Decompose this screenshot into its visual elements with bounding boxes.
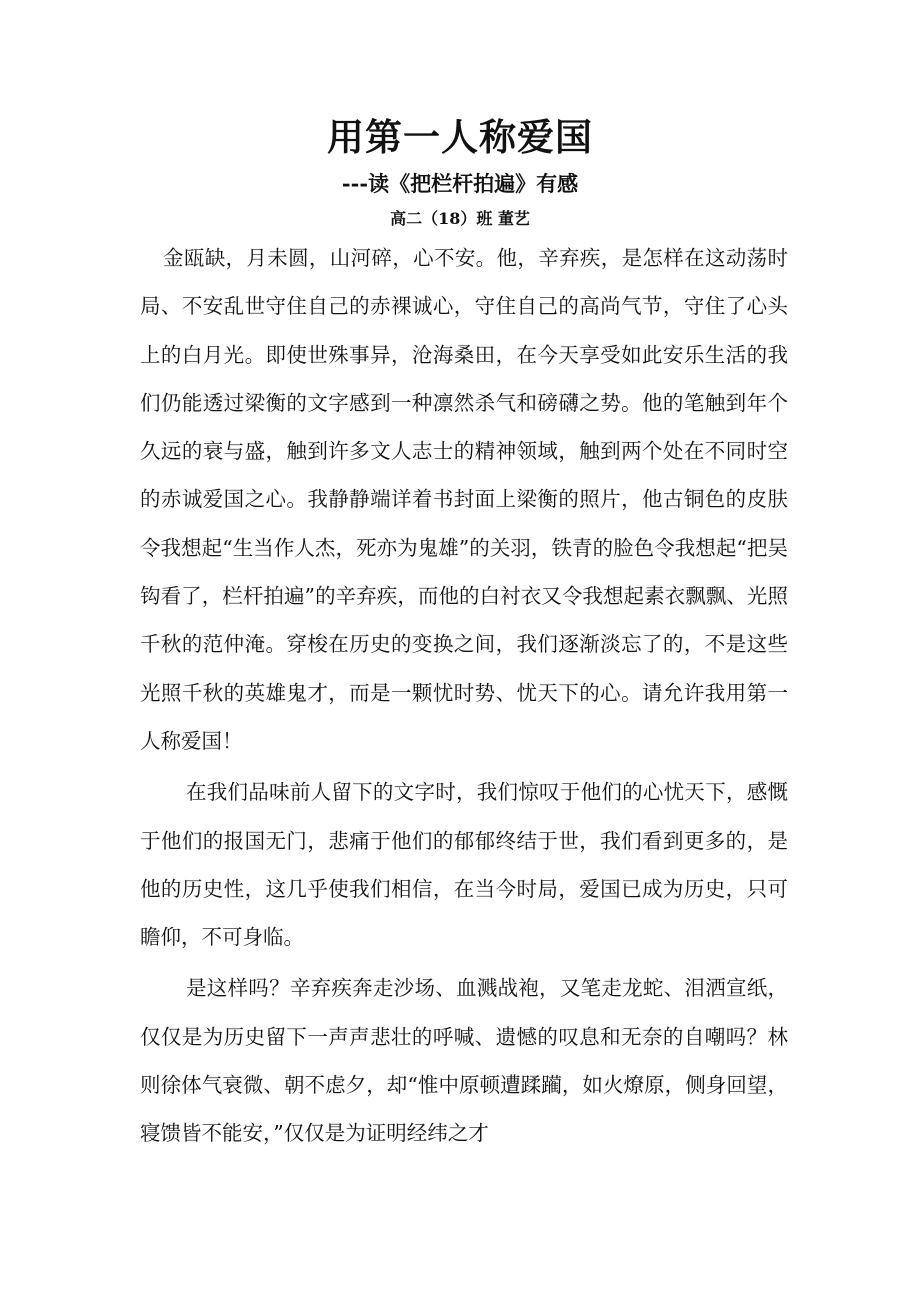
paragraph-2: 在我们品味前人留下的文字时，我们惊叹于他们的心忧天下，感慨于他们的报国无门，悲痛于他们的郁郁终结于世，我们看到更多的，是他的历史性，这几乎使我们相信，在当今时局，爱国已成为历史，只可瞻仰，不可身临。 xyxy=(140,780,788,950)
document-body xyxy=(140,234,788,1161)
document-title: 用第一人称爱国 xyxy=(327,115,593,159)
document-subtitle: ---读《把栏杆拍遍》有感 xyxy=(341,171,579,196)
paragraph-1: 金瓯缺，月未圆，山河碎，心不安。他，辛弃疾，是怎样在这动荡时局、不安乱世守住自己的赤裸诚心，守住自己的高尚气节，守住了心头上的白月光。即使世殊事异，沧海桑田，在今天享受如此安乐生活的我们仍能透过梁衡的文字感到一种凛然杀气和磅礴之势。他的笔触到年个久远的衰与盛，触到许多文人志士的精神领域，触到两个处在不同时空的赤诚爱国之心。我静静端详着书封面上梁衡的照片，他古铜色的皮肤令我想起“生当作人杰，死亦为鬼雄”的关羽，铁青的脸色令我想起“把吴钩看了，栏杆拍遍”的辛弃疾，而他的白衬衣又令我想起素衣飘飘、光照千秋的范仲淹。穿梭在历史的变换之间，我们逐渐淡忘了的，不是这些光照千秋的英雄鬼才，而是一颗忧时势、忧天下的心。请允许我用第一人称爱国！ xyxy=(140,246,788,753)
author-byline: 高二（18）班 董艺 xyxy=(390,209,530,228)
paragraph-3: 是这样吗？辛弃疾奔走沙场、血溅战袍，又笔走龙蛇、泪洒宣纸，仅仅是为历史留下一声声悲壮的呼喊、遗憾的叹息和无奈的自嘲吗？林则徐体气衰微、朝不虑夕，却“惟中原顿遭蹂躏，如火燎原，侧身回望，寝馈皆不能安，”仅仅是为证明经纬之才 xyxy=(140,976,788,1146)
